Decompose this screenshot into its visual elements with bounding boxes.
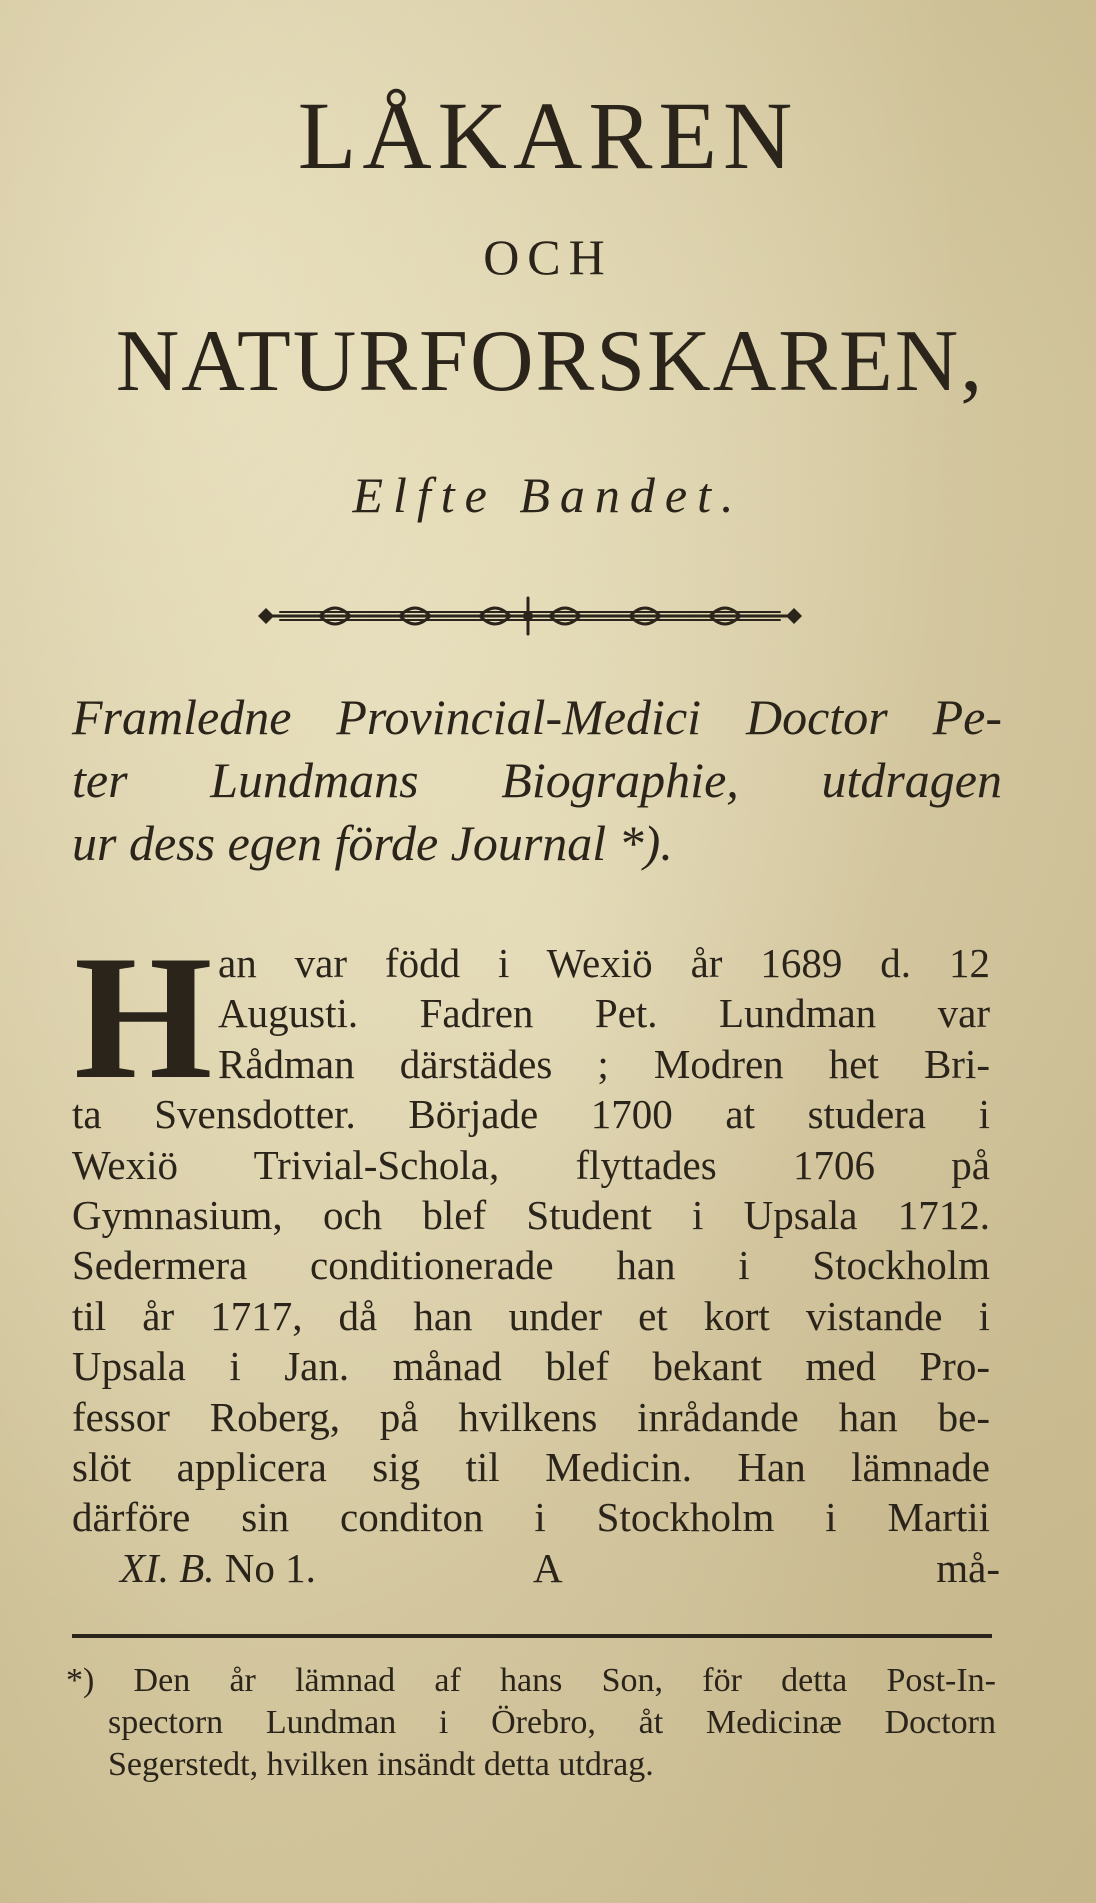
body-line: til år 1717, då han under et kort vistande i bbox=[72, 1292, 990, 1339]
footnote-line: *) Den år lämnad af hans Son, för detta Post-In- bbox=[66, 1662, 996, 1699]
drop-cap: H bbox=[74, 918, 213, 1116]
heading-line: ur dess egen förde Journal *). bbox=[72, 815, 673, 871]
body-line: slöt applicera sig til Medicin. Han lämnade bbox=[72, 1443, 990, 1490]
body-line: fessor Roberg, på hvilkens inrådande han be- bbox=[72, 1393, 990, 1440]
book-title: LÅKAREN bbox=[297, 82, 799, 189]
body-line: an var född i Wexiö år 1689 d. 12 bbox=[218, 940, 990, 986]
heading-line: Framledne Provincial-Medici Doctor Pe- bbox=[72, 689, 1002, 745]
footnote-line: Segerstedt, hvilken insändt detta utdrag. bbox=[108, 1746, 654, 1783]
chapter-heading bbox=[72, 686, 1002, 875]
body-paragraph bbox=[72, 938, 990, 1543]
title-conjunction: OCH bbox=[483, 229, 613, 285]
body-line: Gymnasium, och blef Student i Upsala 1712. bbox=[72, 1191, 990, 1238]
footnote-line: spectorn Lundman i Örebro, åt Medicinæ Doctorn bbox=[108, 1704, 996, 1741]
body-line: Upsala i Jan. månad blef bekant med Pro- bbox=[72, 1343, 990, 1390]
book-subtitle: NATURFORSKAREN, bbox=[115, 313, 985, 410]
volume-label: Elfte Bandet. bbox=[352, 467, 744, 523]
volume-number bbox=[120, 1545, 316, 1591]
signature-number: No 1. bbox=[224, 1545, 316, 1591]
signature-volume: XI. B. bbox=[120, 1545, 215, 1591]
footnote bbox=[66, 1660, 996, 1786]
signature-line bbox=[120, 1545, 1000, 1598]
body-line: Sedermera conditionerade han i Stockholm bbox=[72, 1242, 990, 1289]
body-line: Wexiö Trivial-Schola, flyttades 1706 på bbox=[72, 1141, 990, 1188]
footnote-rule bbox=[72, 1632, 992, 1640]
body-line: Augusti. Fadren Pet. Lundman var bbox=[218, 990, 990, 1037]
body-line: ta Svensdotter. Började 1700 at studera i bbox=[72, 1091, 990, 1138]
body-line: Rådman därstädes ; Modren het Bri- bbox=[218, 1040, 990, 1087]
catchword: må- bbox=[936, 1545, 1000, 1591]
ornamental-divider-icon bbox=[250, 592, 810, 638]
heading-line: ter Lundmans Biographie, utdragen bbox=[72, 752, 1002, 808]
signature-mark: A bbox=[533, 1545, 563, 1591]
body-line: därföre sin conditon i Stockholm i Martii bbox=[72, 1494, 990, 1541]
